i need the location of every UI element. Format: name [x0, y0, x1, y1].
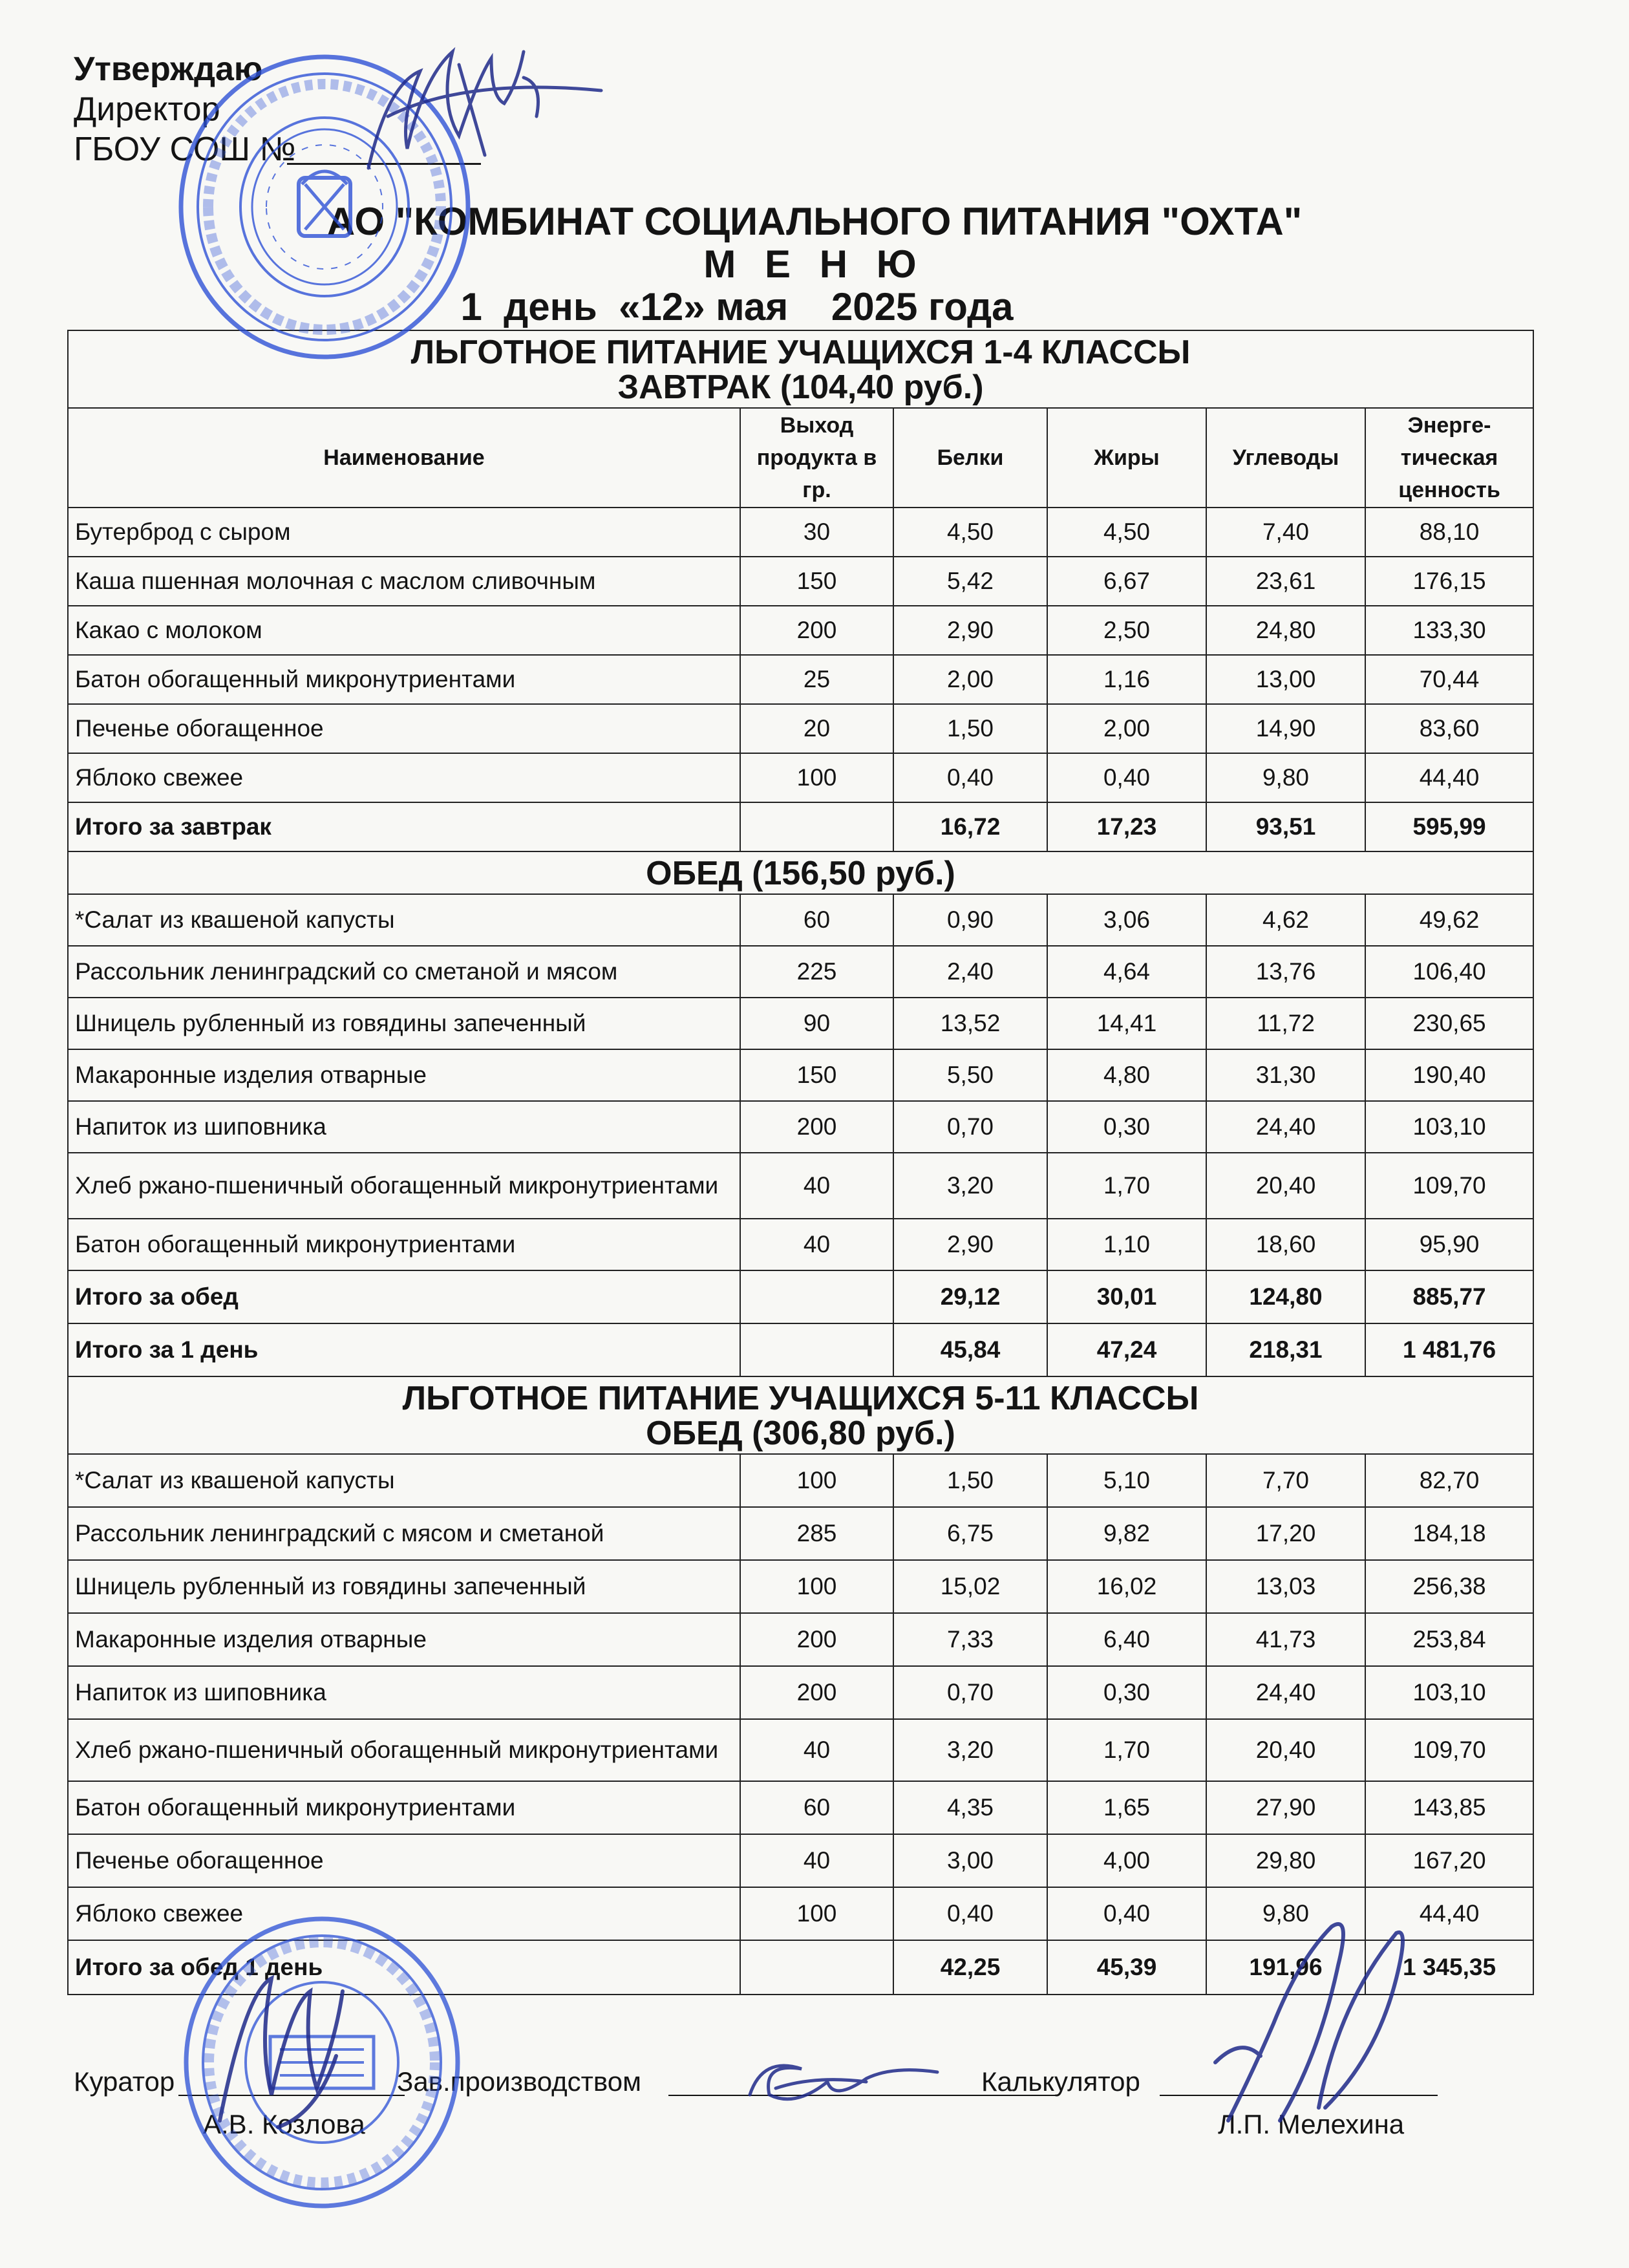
yield-cell: 40 [740, 1153, 893, 1219]
col-header-yield-line2: продукта в [756, 445, 877, 470]
approval-school-blank-line [287, 163, 481, 165]
breakfast-row [68, 753, 1533, 802]
breakfast-row [68, 704, 1533, 753]
col-header-energy-line3: ценность [1398, 478, 1500, 502]
fat-cell: 1,65 [1047, 1781, 1206, 1834]
energy-cell: 106,40 [1365, 946, 1533, 998]
col-header-energy-line1: Энерге- [1407, 413, 1491, 438]
breakfast-row [68, 606, 1533, 655]
lunch-row [68, 998, 1533, 1049]
fat-cell: 4,80 [1047, 1049, 1206, 1101]
energy-cell: 70,44 [1365, 655, 1533, 704]
name-cell: Шницель рубленный из говядины запеченный [68, 998, 740, 1049]
protein-cell: 4,50 [893, 508, 1047, 557]
carbs-cell: 14,90 [1206, 704, 1365, 753]
curator-label: Куратор [74, 2066, 175, 2097]
carbs-cell: 24,40 [1206, 1666, 1365, 1719]
name-cell: Батон обогащенный микронутриентами [68, 1219, 740, 1270]
yield-cell: 25 [740, 655, 893, 704]
name-cell: Яблоко свежее [68, 1887, 740, 1940]
lunch1-title: ОБЕД (156,50 руб.) [646, 855, 955, 892]
yield-cell: 200 [740, 1666, 893, 1719]
name-cell: *Салат из квашеной капусты [68, 894, 740, 946]
calculator-signature-line [1160, 2095, 1438, 2096]
name-cell: Напиток из шиповника [68, 1101, 740, 1153]
lunch-total-row [68, 1270, 1533, 1323]
protein-cell: 2,40 [893, 946, 1047, 998]
protein-cell: 2,00 [893, 655, 1047, 704]
name-cell: Рассольник ленинградский со сметаной и мясом [68, 946, 740, 998]
fat-cell: 17,23 [1047, 802, 1206, 851]
col-header-yield-line3: гр. [802, 478, 831, 502]
energy-cell: 1 345,35 [1365, 1940, 1533, 1995]
section1-header-row [68, 330, 1533, 408]
energy-cell: 103,10 [1365, 1101, 1533, 1153]
protein-cell: 3,00 [893, 1834, 1047, 1887]
yield-cell: 40 [740, 1834, 893, 1887]
energy-cell: 133,30 [1365, 606, 1533, 655]
energy-cell: 88,10 [1365, 508, 1533, 557]
energy-cell: 44,40 [1365, 1887, 1533, 1940]
carbs-cell: 13,76 [1206, 946, 1365, 998]
protein-cell: 0,40 [893, 1887, 1047, 1940]
lunch1-header-row-cell [68, 851, 1533, 894]
yield-cell: 150 [740, 557, 893, 606]
yield-cell [740, 1940, 893, 1995]
energy-cell: 82,70 [1365, 1454, 1533, 1507]
yield-cell [740, 1270, 893, 1323]
name-cell: Макаронные изделия отварные [68, 1049, 740, 1101]
fat-cell: 4,64 [1047, 946, 1206, 998]
lunch-row [68, 894, 1533, 946]
protein-cell: 0,70 [893, 1101, 1047, 1153]
col-header-yield [740, 408, 893, 508]
breakfast-row [68, 557, 1533, 606]
company-name: АО "КОМБИНАТ СОЦИАЛЬНОГО ПИТАНИЯ "ОХТА" [326, 200, 1303, 243]
protein-cell: 0,70 [893, 1666, 1047, 1719]
energy-cell: 184,18 [1365, 1507, 1533, 1560]
energy-cell: 595,99 [1365, 802, 1533, 851]
name-cell: Рассольник ленинградский с мясом и сметаной [68, 1507, 740, 1560]
protein-cell: 6,75 [893, 1507, 1047, 1560]
lunch-row [68, 1613, 1533, 1666]
energy-cell: 109,70 [1365, 1719, 1533, 1781]
name-cell: Печенье обогащенное [68, 704, 740, 753]
carbs-cell: 17,20 [1206, 1507, 1365, 1560]
carbs-cell: 41,73 [1206, 1613, 1365, 1666]
yield-cell: 200 [740, 1101, 893, 1153]
lunch-row [68, 1153, 1533, 1219]
lunch-row [68, 1507, 1533, 1560]
yield-cell: 40 [740, 1219, 893, 1270]
carbs-cell: 4,62 [1206, 894, 1365, 946]
protein-cell: 7,33 [893, 1613, 1047, 1666]
production-label: Зав.производством [397, 2066, 641, 2097]
lunch2-title: ОБЕД (306,80 руб.) [646, 1415, 955, 1452]
fat-cell: 16,02 [1047, 1560, 1206, 1613]
protein-cell: 42,25 [893, 1940, 1047, 1995]
name-cell: Шницель рубленный из говядины запеченный [68, 1560, 740, 1613]
signature-row [74, 2066, 1560, 2105]
name-cell: Итого за обед [68, 1270, 740, 1323]
lunch-row [68, 1101, 1533, 1153]
lunch-row [68, 1666, 1533, 1719]
fat-cell: 30,01 [1047, 1270, 1206, 1323]
carbs-cell: 24,40 [1206, 1101, 1365, 1153]
fat-cell: 45,39 [1047, 1940, 1206, 1995]
fat-cell: 0,40 [1047, 1887, 1206, 1940]
breakfast-total-row [68, 802, 1533, 851]
fat-cell: 1,10 [1047, 1219, 1206, 1270]
energy-cell: 44,40 [1365, 753, 1533, 802]
energy-cell: 49,62 [1365, 894, 1533, 946]
col-header-fat: Жиры [1047, 408, 1206, 508]
carbs-cell: 13,00 [1206, 655, 1365, 704]
carbs-cell: 191,96 [1206, 1940, 1365, 1995]
fat-cell: 6,40 [1047, 1613, 1206, 1666]
energy-cell: 1 481,76 [1365, 1323, 1533, 1376]
yield-cell [740, 802, 893, 851]
carbs-cell: 124,80 [1206, 1270, 1365, 1323]
carbs-cell: 7,40 [1206, 508, 1365, 557]
col-header-carbs: Углеводы [1206, 408, 1365, 508]
lunch-row [68, 1454, 1533, 1507]
carbs-cell: 18,60 [1206, 1219, 1365, 1270]
director-signature [362, 39, 608, 187]
energy-cell: 83,60 [1365, 704, 1533, 753]
name-cell: Каша пшенная молочная с маслом сливочным [68, 557, 740, 606]
yield-cell: 60 [740, 1781, 893, 1834]
fat-cell: 6,67 [1047, 557, 1206, 606]
protein-cell: 1,50 [893, 704, 1047, 753]
yield-cell: 60 [740, 894, 893, 946]
energy-cell: 109,70 [1365, 1153, 1533, 1219]
protein-cell: 29,12 [893, 1270, 1047, 1323]
protein-cell: 0,40 [893, 753, 1047, 802]
lunch-row [68, 1219, 1533, 1270]
carbs-cell: 218,31 [1206, 1323, 1365, 1376]
approval-block [74, 49, 295, 169]
calculator-name: Л.П. Мелехина [1218, 2109, 1405, 2139]
protein-cell: 2,90 [893, 606, 1047, 655]
menu-title: М Е Н Ю [703, 242, 926, 286]
protein-cell: 5,50 [893, 1049, 1047, 1101]
lunch-row [68, 1049, 1533, 1101]
yield-cell: 200 [740, 1613, 893, 1666]
protein-cell: 3,20 [893, 1153, 1047, 1219]
column-header-row [68, 408, 1533, 508]
lunch-row [68, 1560, 1533, 1613]
yield-cell: 100 [740, 753, 893, 802]
protein-cell: 15,02 [893, 1560, 1047, 1613]
yield-cell: 285 [740, 1507, 893, 1560]
name-cell: Какао с молоком [68, 606, 740, 655]
protein-cell: 4,35 [893, 1781, 1047, 1834]
yield-cell: 200 [740, 606, 893, 655]
protein-cell: 16,72 [893, 802, 1047, 851]
fat-cell: 2,00 [1047, 704, 1206, 753]
carbs-cell: 23,61 [1206, 557, 1365, 606]
fat-cell: 3,06 [1047, 894, 1206, 946]
col-header-protein: Белки [893, 408, 1047, 508]
lunch2-total-row [68, 1940, 1533, 1995]
menu-date: 1 день «12» мая 2025 года [460, 285, 1014, 328]
name-cell: *Салат из квашеной капусты [68, 1454, 740, 1507]
section2-title: ЛЬГОТНОЕ ПИТАНИЕ УЧАЩИХСЯ 5-11 КЛАССЫ [402, 1380, 1199, 1417]
day-total-row [68, 1323, 1533, 1376]
fat-cell: 9,82 [1047, 1507, 1206, 1560]
name-cell: Батон обогащенный микронутриентами [68, 655, 740, 704]
energy-cell: 253,84 [1365, 1613, 1533, 1666]
energy-cell: 103,10 [1365, 1666, 1533, 1719]
yield-cell: 100 [740, 1560, 893, 1613]
lunch-row [68, 1834, 1533, 1887]
name-cell: Бутерброд с сыром [68, 508, 740, 557]
fat-cell: 0,40 [1047, 753, 1206, 802]
fat-cell: 1,16 [1047, 655, 1206, 704]
col-header-energy-line2: тическая [1400, 445, 1498, 470]
calculator-label: Калькулятор [981, 2066, 1140, 2097]
curator-name: А.В. Козлова [203, 2109, 365, 2139]
breakfast-title: ЗАВТРАК (104,40 руб.) [617, 369, 984, 406]
breakfast-row [68, 655, 1533, 704]
fat-cell: 4,50 [1047, 508, 1206, 557]
carbs-cell: 9,80 [1206, 753, 1365, 802]
fat-cell: 1,70 [1047, 1719, 1206, 1781]
approval-position: Директор [74, 91, 220, 128]
name-cell: Итого за завтрак [68, 802, 740, 851]
lunch1-header-row [68, 851, 1533, 894]
lunch-row [68, 1719, 1533, 1781]
energy-cell: 176,15 [1365, 557, 1533, 606]
carbs-cell: 27,90 [1206, 1781, 1365, 1834]
energy-cell: 143,85 [1365, 1781, 1533, 1834]
col-header-name: Наименование [68, 408, 740, 508]
carbs-cell: 24,80 [1206, 606, 1365, 655]
approval-heading: Утверждаю [74, 50, 263, 88]
section2-header-row-cell [68, 1376, 1533, 1454]
energy-cell: 167,20 [1365, 1834, 1533, 1887]
protein-cell: 1,50 [893, 1454, 1047, 1507]
fat-cell: 1,70 [1047, 1153, 1206, 1219]
carbs-cell: 7,70 [1206, 1454, 1365, 1507]
fat-cell: 14,41 [1047, 998, 1206, 1049]
lunch-row [68, 946, 1533, 998]
lunch-row [68, 1781, 1533, 1834]
energy-cell: 95,90 [1365, 1219, 1533, 1270]
name-cell: Итого за 1 день [68, 1323, 740, 1376]
yield-cell: 100 [740, 1454, 893, 1507]
protein-cell: 45,84 [893, 1323, 1047, 1376]
yield-cell: 20 [740, 704, 893, 753]
energy-cell: 190,40 [1365, 1049, 1533, 1101]
protein-cell: 3,20 [893, 1719, 1047, 1781]
fat-cell: 0,30 [1047, 1101, 1206, 1153]
carbs-cell: 13,03 [1206, 1560, 1365, 1613]
fat-cell: 5,10 [1047, 1454, 1206, 1507]
section1-title: ЛЬГОТНОЕ ПИТАНИЕ УЧАЩИХСЯ 1-4 КЛАССЫ [410, 334, 1191, 371]
name-cell: Яблоко свежее [68, 753, 740, 802]
yield-cell [740, 1323, 893, 1376]
breakfast-row [68, 508, 1533, 557]
carbs-cell: 29,80 [1206, 1834, 1365, 1887]
yield-cell: 150 [740, 1049, 893, 1101]
carbs-cell: 20,40 [1206, 1719, 1365, 1781]
menu-table-body [68, 330, 1533, 1995]
name-cell: Итого за обед 1 день [68, 1940, 740, 1995]
name-cell: Хлеб ржано-пшеничный обогащенный микронутриентами [68, 1719, 740, 1781]
carbs-cell: 31,30 [1206, 1049, 1365, 1101]
section2-header-row [68, 1376, 1533, 1454]
col-header-energy [1365, 408, 1533, 508]
name-cell: Печенье обогащенное [68, 1834, 740, 1887]
protein-cell: 13,52 [893, 998, 1047, 1049]
lunch-row [68, 1887, 1533, 1940]
energy-cell: 230,65 [1365, 998, 1533, 1049]
approval-school-text: ГБОУ СОШ № [74, 131, 296, 168]
energy-cell: 885,77 [1365, 1270, 1533, 1323]
fat-cell: 47,24 [1047, 1323, 1206, 1376]
name-cell: Хлеб ржано-пшеничный обогащенный микронутриентами [68, 1153, 740, 1219]
menu-table [67, 330, 1534, 1995]
carbs-cell: 11,72 [1206, 998, 1365, 1049]
yield-cell: 225 [740, 946, 893, 998]
carbs-cell: 20,40 [1206, 1153, 1365, 1219]
curator-signature-line [178, 2095, 405, 2096]
energy-cell: 256,38 [1365, 1560, 1533, 1613]
protein-cell: 5,42 [893, 557, 1047, 606]
carbs-cell: 9,80 [1206, 1887, 1365, 1940]
col-header-yield-line1: Выход [780, 413, 854, 438]
yield-cell: 100 [740, 1887, 893, 1940]
yield-cell: 30 [740, 508, 893, 557]
yield-cell: 90 [740, 998, 893, 1049]
section1-header-cell [68, 330, 1533, 408]
name-cell: Макаронные изделия отварные [68, 1613, 740, 1666]
yield-cell: 40 [740, 1719, 893, 1781]
name-cell: Батон обогащенный микронутриентами [68, 1781, 740, 1834]
carbs-cell: 93,51 [1206, 802, 1365, 851]
approval-school [74, 129, 295, 169]
fat-cell: 4,00 [1047, 1834, 1206, 1887]
name-cell: Напиток из шиповника [68, 1666, 740, 1719]
protein-cell: 0,90 [893, 894, 1047, 946]
fat-cell: 0,30 [1047, 1666, 1206, 1719]
fat-cell: 2,50 [1047, 606, 1206, 655]
protein-cell: 2,90 [893, 1219, 1047, 1270]
